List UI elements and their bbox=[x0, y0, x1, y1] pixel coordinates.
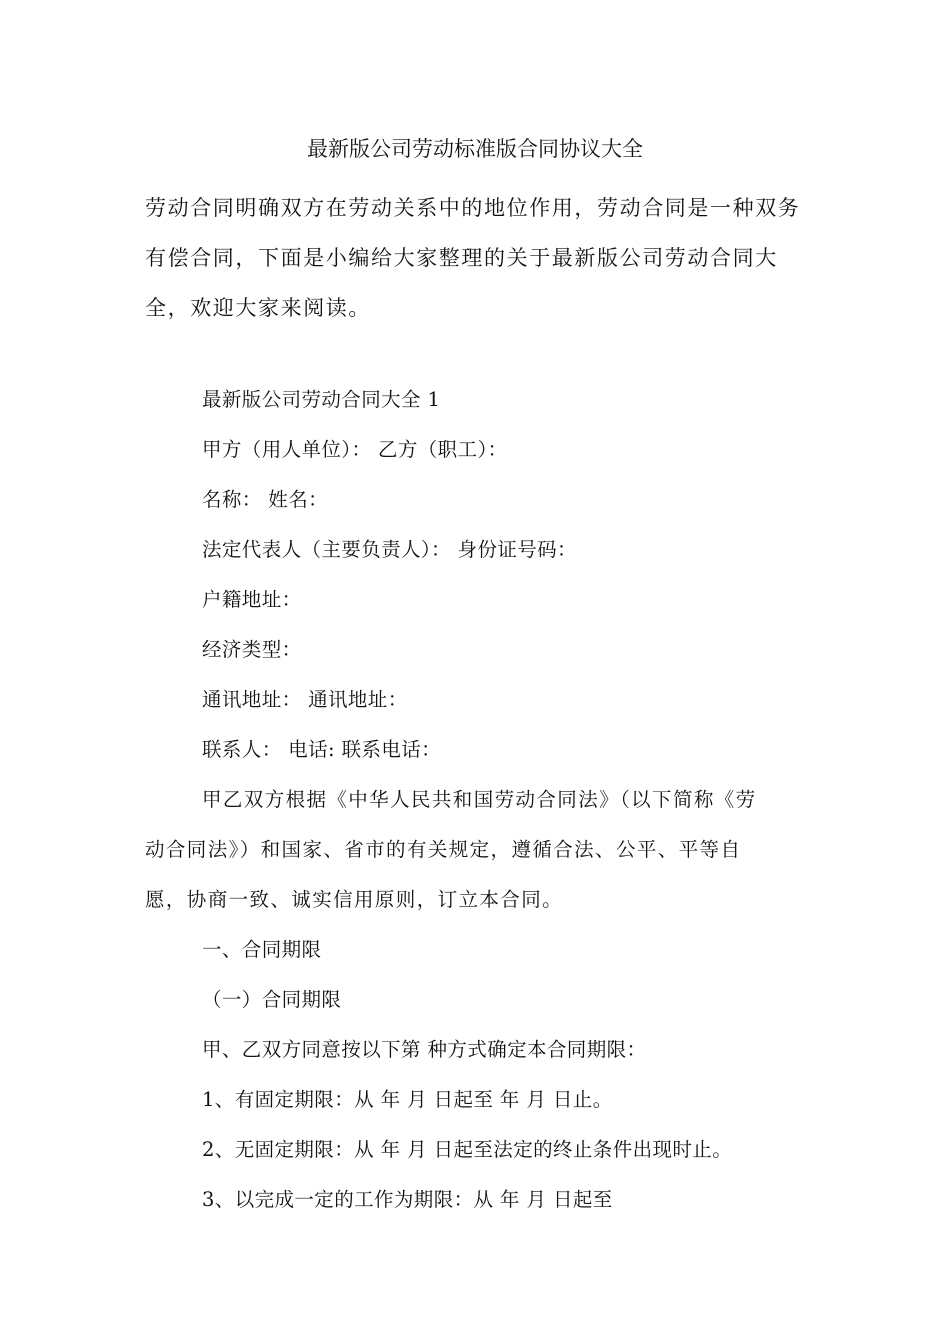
name-line: 名称： 姓名： bbox=[202, 488, 328, 511]
clause-1-item-3: 3、以完成一定的工作为期限：从 年 月 日起至 bbox=[202, 1188, 613, 1211]
clause-1-item-1: 1、有固定期限：从 年 月 日起至 年 月 日止。 bbox=[202, 1088, 613, 1111]
mailing-address-line: 通讯地址： 通讯地址： bbox=[202, 688, 408, 711]
basis-paragraph bbox=[145, 775, 810, 925]
clause-1-intro: 甲、乙双方同意按以下第 种方式确定本合同期限： bbox=[202, 1038, 647, 1061]
clause-1-subheading: （一）合同期限 bbox=[202, 988, 342, 1011]
contact-line: 联系人： 电话: 联系电话： bbox=[202, 738, 442, 761]
basis-line-1: 甲乙双方根据《中华人民共和国劳动合同法》（以下简称《劳 bbox=[202, 788, 757, 811]
section-title: 最新版公司劳动合同大全 1 bbox=[202, 388, 441, 411]
party-line: 甲方（用人单位）： 乙方（职工）： bbox=[202, 438, 508, 461]
intro-line-2: 有偿合同，下面是小编给大家整理的关于最新版公司劳动合同大 bbox=[145, 246, 778, 270]
clause-1-heading: 一、合同期限 bbox=[202, 938, 322, 961]
document-title: 最新版公司劳动标准版合同协议大全 bbox=[307, 137, 643, 161]
intro-paragraph bbox=[145, 183, 810, 333]
representative-line: 法定代表人（主要负责人）： 身份证号码： bbox=[202, 538, 577, 561]
intro-line-3: 全，欢迎大家来阅读。 bbox=[145, 296, 371, 320]
intro-line-1: 劳动合同明确双方在劳动关系中的地位作用，劳动合同是一种双务 bbox=[145, 196, 801, 220]
basis-line-3: 愿，协商一致、诚实信用原则，订立本合同。 bbox=[145, 888, 564, 911]
clause-1-item-2: 2、无固定期限：从 年 月 日起至法定的终止条件出现时止。 bbox=[202, 1138, 733, 1161]
basis-line-2: 动合同法》）和国家、省市的有关规定，遵循合法、公平、平等自 bbox=[145, 838, 742, 861]
economic-type-line: 经济类型： bbox=[202, 638, 302, 661]
household-address-line: 户籍地址： bbox=[202, 588, 302, 611]
